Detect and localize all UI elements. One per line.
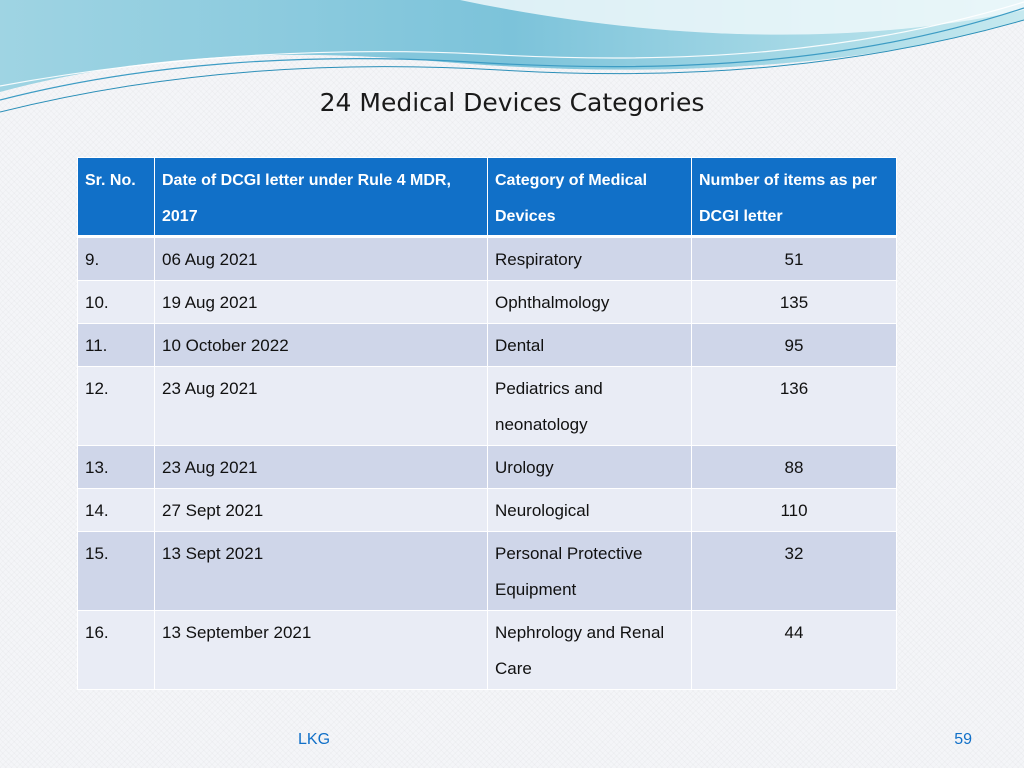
- cell-category: Pediatrics and neonatology: [488, 367, 692, 446]
- cell-items: 51: [692, 237, 897, 281]
- cell-category: Urology: [488, 446, 692, 489]
- table-row: [78, 367, 897, 446]
- cell-category: Ophthalmology: [488, 281, 692, 324]
- cell-date: 19 Aug 2021: [155, 281, 488, 324]
- cell-sr-no: 11.: [78, 324, 155, 367]
- cell-items: 136: [692, 367, 897, 446]
- cell-category: Nephrology and Renal Care: [488, 611, 692, 690]
- cell-date: 27 Sept 2021: [155, 489, 488, 532]
- table-row: [78, 446, 897, 489]
- cell-category: Neurological: [488, 489, 692, 532]
- footer-page-number: 59: [954, 731, 972, 748]
- cell-category: Personal Protective Equipment: [488, 532, 692, 611]
- cell-items: 110: [692, 489, 897, 532]
- medical-devices-table: [77, 157, 897, 690]
- cell-date: 23 Aug 2021: [155, 367, 488, 446]
- cell-category: Respiratory: [488, 237, 692, 281]
- table-row: [78, 237, 897, 281]
- table-header-row: [78, 158, 897, 237]
- table-row: [78, 281, 897, 324]
- cell-sr-no: 10.: [78, 281, 155, 324]
- cell-items: 44: [692, 611, 897, 690]
- table-row: [78, 532, 897, 611]
- cell-sr-no: 13.: [78, 446, 155, 489]
- cell-sr-no: 12.: [78, 367, 155, 446]
- cell-items: 32: [692, 532, 897, 611]
- header-number-of-items: Number of items as per DCGI letter: [692, 158, 897, 237]
- cell-sr-no: 16.: [78, 611, 155, 690]
- cell-items: 95: [692, 324, 897, 367]
- cell-date: 13 Sept 2021: [155, 532, 488, 611]
- cell-sr-no: 15.: [78, 532, 155, 611]
- header-sr-no: Sr. No.: [78, 158, 155, 237]
- cell-date: 10 October 2022: [155, 324, 488, 367]
- table-row: [78, 489, 897, 532]
- cell-date: 13 September 2021: [155, 611, 488, 690]
- header-category: Category of Medical Devices: [488, 158, 692, 237]
- cell-category: Dental: [488, 324, 692, 367]
- header-date: Date of DCGI letter under Rule 4 MDR, 2017: [155, 158, 488, 237]
- cell-items: 135: [692, 281, 897, 324]
- cell-date: 23 Aug 2021: [155, 446, 488, 489]
- slide-title: 24 Medical Devices Categories: [319, 88, 705, 117]
- cell-items: 88: [692, 446, 897, 489]
- footer-author: LKG: [298, 731, 331, 748]
- cell-sr-no: 9.: [78, 237, 155, 281]
- cell-date: 06 Aug 2021: [155, 237, 488, 281]
- table-row: [78, 611, 897, 690]
- table-row: [78, 324, 897, 367]
- cell-sr-no: 14.: [78, 489, 155, 532]
